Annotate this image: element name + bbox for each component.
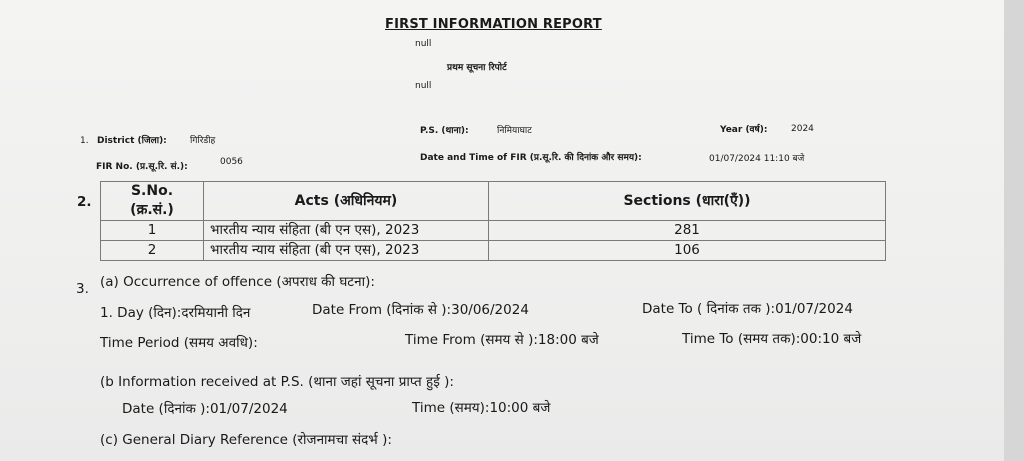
table-row xyxy=(101,221,886,241)
occurrence-heading: (a) Occurrence of offence (अपराध की घटना): xyxy=(100,274,375,290)
cell-section: 106 xyxy=(489,241,886,261)
hindi-title: प्रथम सूचना रिपोर्ट xyxy=(447,63,507,73)
fir-datetime-label: Date and Time of FIR (प्र.सू.रि. की दिनांक और समय): xyxy=(420,153,642,163)
item-1-number: 1. xyxy=(80,136,89,146)
col-header-sno: S.No. (क्र.सं.) xyxy=(101,182,204,221)
time-from: Time From (समय से ):18:00 बजे xyxy=(405,332,599,348)
table-header-row xyxy=(101,182,886,221)
ps-label: P.S. (थाना): xyxy=(420,126,469,136)
day-label: 1. Day (दिन):दरमियानी दिन xyxy=(100,305,251,321)
col-header-sections: Sections (धारा(एँ)) xyxy=(489,182,886,221)
received-time: Time (समय):10:00 बजे xyxy=(412,400,551,416)
cell-section: 281 xyxy=(489,221,886,241)
ps-value: निमियाघाट xyxy=(497,126,532,136)
info-received-heading: (b Information received at P.S. (थाना जहां सूचना प्राप्त हुई ): xyxy=(100,374,454,390)
cell-act: भारतीय न्याय संहिता (बी एन एस), 2023 xyxy=(204,221,489,241)
year-label: Year (वर्ष): xyxy=(720,125,768,135)
cell-sno: 2 xyxy=(101,241,204,261)
col-header-acts: Acts (अधिनियम) xyxy=(204,182,489,221)
time-period-label: Time Period (समय अवधि): xyxy=(100,335,258,351)
received-date: Date (दिनांक ):01/07/2024 xyxy=(122,401,288,417)
document-title: FIRST INFORMATION REPORT xyxy=(385,17,602,32)
date-from: Date From (दिनांक से ):30/06/2024 xyxy=(312,302,529,318)
cell-act: भारतीय न्याय संहिता (बी एन एस), 2023 xyxy=(204,241,489,261)
fir-no-label: FIR No. (प्र.सू.रि. सं.): xyxy=(96,162,188,172)
district-label: District (जिला): xyxy=(97,136,167,146)
item-3-number: 3. xyxy=(76,281,89,297)
district-value: गिरिडीह xyxy=(190,136,216,146)
acts-table xyxy=(100,181,886,261)
gd-reference-heading: (c) General Diary Reference (रोजनामचा संदर्भ ): xyxy=(100,432,392,448)
table-row xyxy=(101,241,886,261)
time-to: Time To (समय तक):00:10 बजे xyxy=(682,331,862,347)
fir-no-value: 0056 xyxy=(220,157,243,167)
header-null-2: null xyxy=(415,81,432,91)
fir-datetime-value: 01/07/2024 11:10 बजे xyxy=(709,154,805,164)
header-null-1: null xyxy=(415,39,432,49)
cell-sno: 1 xyxy=(101,221,204,241)
item-2-number: 2. xyxy=(77,194,92,210)
year-value: 2024 xyxy=(791,124,814,134)
date-to: Date To ( दिनांक तक ):01/07/2024 xyxy=(642,301,853,317)
page-edge xyxy=(1004,0,1024,461)
